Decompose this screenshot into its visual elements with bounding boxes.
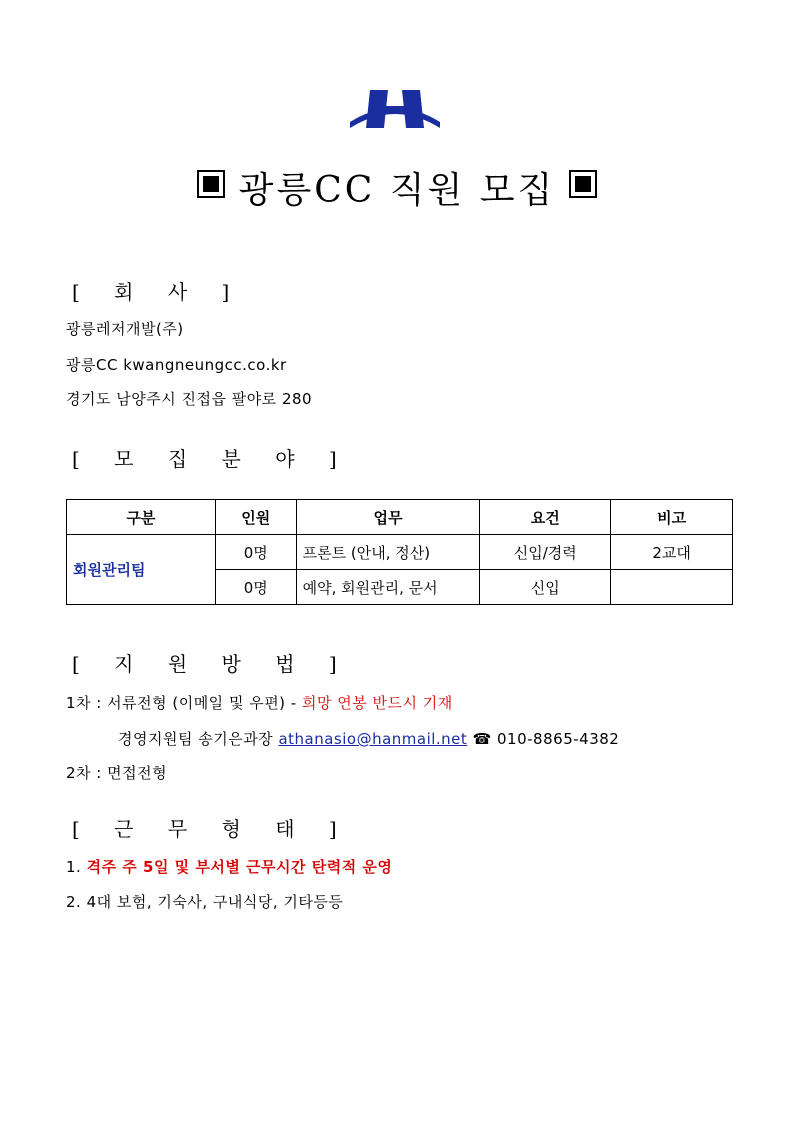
- step1-text: 1차 : 서류전형 (이메일 및 우편) -: [66, 694, 302, 712]
- col-header: 요건: [480, 500, 611, 535]
- apply-step2: 2차 : 면접전형: [66, 764, 168, 782]
- company-logo: [340, 78, 450, 140]
- item1-number: 1.: [66, 858, 87, 876]
- company-name: 광릉레저개발(주): [66, 320, 184, 338]
- note-cell: [611, 570, 733, 605]
- table-header-row: [67, 500, 733, 535]
- col-header: 업무: [296, 500, 480, 535]
- title-text: 광릉CC 직원 모집: [238, 170, 556, 211]
- salary-note: 희망 연봉 반드시 기재: [301, 694, 453, 712]
- apply-heading: [ 지 원 방 법 ]: [72, 652, 351, 676]
- company-heading: [ 회 사 ]: [72, 280, 244, 304]
- email-link[interactable]: athanasio@hanmail.net: [278, 730, 468, 748]
- page-title: [0, 162, 794, 213]
- col-header: 구분: [67, 500, 216, 535]
- square-bullet-icon: [569, 170, 597, 198]
- req-cell: 신입/경력: [480, 535, 611, 570]
- work-item-1: [66, 856, 392, 877]
- contact-person: 경영지원팀 송기은과장: [118, 730, 279, 748]
- work-item-2: 2. 4대 보험, 기숙사, 구내식당, 기타등등: [66, 893, 344, 911]
- work-heading: [ 근 무 형 태 ]: [72, 817, 351, 841]
- item1-text: 격주 주 5일 및 부서별 근무시간 탄력적 운영: [86, 858, 393, 876]
- company-site: 광릉CC kwangneungcc.co.kr: [66, 356, 287, 374]
- count-cell: 0명: [215, 535, 296, 570]
- company-address: 경기도 남양주시 진접읍 팔야로 280: [66, 390, 313, 408]
- apply-contact: [118, 728, 619, 749]
- duty-cell: 예약, 회원관리, 문서: [296, 570, 480, 605]
- team-cell: 회원관리팀: [67, 535, 216, 605]
- recruit-table: [66, 499, 733, 605]
- req-cell: 신입: [480, 570, 611, 605]
- count-cell: 0명: [215, 570, 296, 605]
- col-header: 비고: [611, 500, 733, 535]
- col-header: 인원: [215, 500, 296, 535]
- square-bullet-icon: [197, 170, 225, 198]
- apply-step1: [66, 692, 453, 713]
- note-cell: 2교대: [611, 535, 733, 570]
- phone-number: ☎ 010-8865-4382: [467, 730, 620, 748]
- recruit-heading: [ 모 집 분 야 ]: [72, 447, 351, 471]
- duty-cell: 프론트 (안내, 정산): [296, 535, 480, 570]
- table-row: [67, 535, 733, 570]
